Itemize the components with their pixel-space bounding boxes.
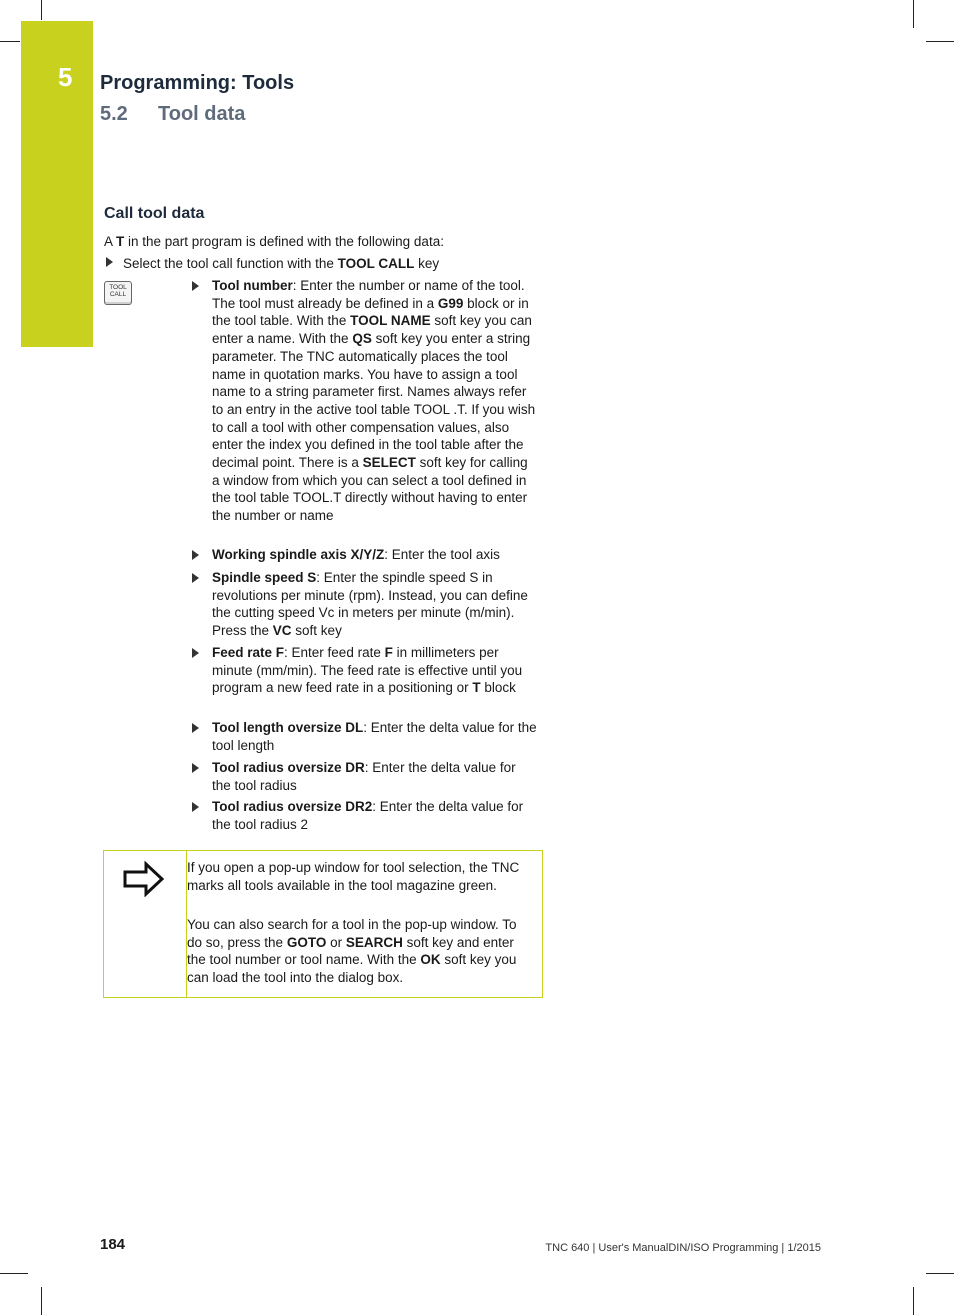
item-text (212, 277, 538, 525)
footer-text: TNC 640 | User's ManualDIN/ISO Programming | 1/2015 (545, 1242, 821, 1254)
chapter-title: Programming: Tools (100, 72, 295, 94)
intro-rest: in the part program is defined with the following data: (124, 234, 444, 249)
item-label: Spindle speed S (212, 570, 317, 585)
item-part: : Enter the delta value for the tool length (212, 720, 537, 753)
list-item (192, 546, 538, 564)
section-name: Tool data (158, 103, 246, 125)
item-part: soft key you can enter a name. With the (212, 313, 532, 347)
item-key: G99 (437, 295, 464, 311)
item-label: Tool radius oversize DR2 (212, 799, 373, 814)
select-step-key: TOOL CALL (337, 256, 415, 271)
item-key: TOOL NAME (350, 313, 431, 329)
key-line-1: TOOL (109, 284, 127, 291)
note-part: soft key and enter the tool number or tool name. With the (187, 934, 514, 968)
note-part: You can also search for a tool in the pop-up window. To do so, press the (187, 917, 517, 950)
step-arrow-icon (192, 573, 199, 583)
crop-mark (913, 1287, 914, 1315)
item-part: : Enter the delta value for the tool radius (212, 760, 516, 793)
item-part: : Enter the spindle speed S in revolutions per minute (rpm). Instead, you can define the cutting speed Vc in meters per minute (m/min). Press the (212, 570, 528, 639)
item-text (212, 719, 538, 754)
item-text (212, 569, 538, 640)
section-number: 5.2 (100, 103, 128, 125)
item-label: Working spindle axis X/Y/Z (212, 547, 385, 562)
select-step (106, 255, 439, 273)
item-part: : Enter the tool axis (384, 547, 500, 562)
note-part: soft key you can load the tool into the dialog box. (187, 952, 517, 986)
list-item (192, 719, 538, 754)
item-text (212, 798, 538, 833)
crop-mark (0, 1273, 28, 1274)
item-part: : Enter the delta value for the tool radius 2 (212, 799, 524, 832)
item-part: block or in the tool table. With the (212, 295, 529, 329)
item-key: F (384, 645, 393, 660)
step-arrow-icon (192, 802, 199, 812)
item-part: : Enter feed rate (284, 645, 385, 660)
step-arrow-icon (106, 257, 113, 267)
item-text (212, 644, 538, 697)
tool-call-key-icon (104, 281, 132, 305)
note-paragraph-1: If you open a pop-up window for tool selection, the TNC marks all tools available in the tool magazine green. (187, 860, 520, 893)
item-key: SELECT (362, 455, 416, 471)
page-number: 184 (100, 1236, 126, 1253)
step-arrow-icon (192, 723, 199, 733)
list-item (192, 569, 538, 640)
step-arrow-icon (192, 648, 199, 658)
item-part: in millimeters per minute (mm/min). The feed rate is effective until you program a new feed rate in a positioning or (212, 645, 523, 696)
intro-a: A (104, 234, 117, 249)
crop-mark (0, 41, 20, 42)
list-item (192, 277, 538, 525)
select-step-pre: Select the tool call function with the (123, 256, 338, 271)
step-arrow-icon (192, 763, 199, 773)
intro-paragraph (104, 233, 444, 251)
chapter-number: 5 (58, 62, 73, 92)
item-key: QS (352, 331, 372, 347)
item-part: block (480, 680, 516, 696)
step-arrow-icon (192, 281, 199, 291)
item-text (212, 546, 538, 564)
list-item (192, 798, 538, 833)
item-part: : Enter the number or name of the tool. The tool must already be defined in a (212, 278, 525, 311)
crop-mark (926, 41, 954, 42)
item-label: Tool number (212, 278, 293, 293)
note-part: or (326, 934, 346, 950)
item-key: T (472, 680, 481, 696)
item-key: VC (272, 623, 292, 639)
item-label: Tool radius oversize DR (212, 760, 365, 775)
section-title (100, 103, 245, 126)
note-box (103, 850, 543, 998)
arrow-right-icon (122, 861, 166, 897)
crop-mark (41, 0, 42, 20)
note-key: SEARCH (345, 934, 403, 950)
select-step-post: key (414, 256, 440, 271)
list-item (192, 644, 538, 697)
item-part: soft key for calling a window from which you can select a tool defined in the tool table TOOL.T directly without having to enter the number or name (212, 455, 528, 524)
item-part: soft key you enter a string parameter. The TNC automatically places the tool name in quotation marks. You have to assign a tool name to a string parameter first. Names always refer to an entry in the active tool table TOOL .T. If you wish to call a tool with other compensation values, also enter the index you defined in the tool table after the decimal point. There is a (212, 331, 536, 471)
note-key: OK (420, 952, 441, 968)
sub-heading: Call tool data (104, 205, 205, 222)
note-paragraph-2 (187, 916, 535, 987)
step-arrow-icon (192, 550, 199, 560)
crop-mark (41, 1287, 42, 1315)
crop-mark (913, 0, 914, 28)
list-item (192, 759, 538, 794)
item-label: Tool length oversize DL (212, 720, 364, 735)
item-label: Feed rate F (212, 645, 285, 660)
crop-mark (926, 1273, 954, 1274)
item-text (212, 759, 538, 794)
chapter-tab (21, 21, 93, 347)
intro-t: T (116, 234, 125, 249)
item-part: soft key (291, 623, 342, 639)
note-key: GOTO (286, 934, 327, 950)
key-line-2: CALL (109, 291, 127, 298)
